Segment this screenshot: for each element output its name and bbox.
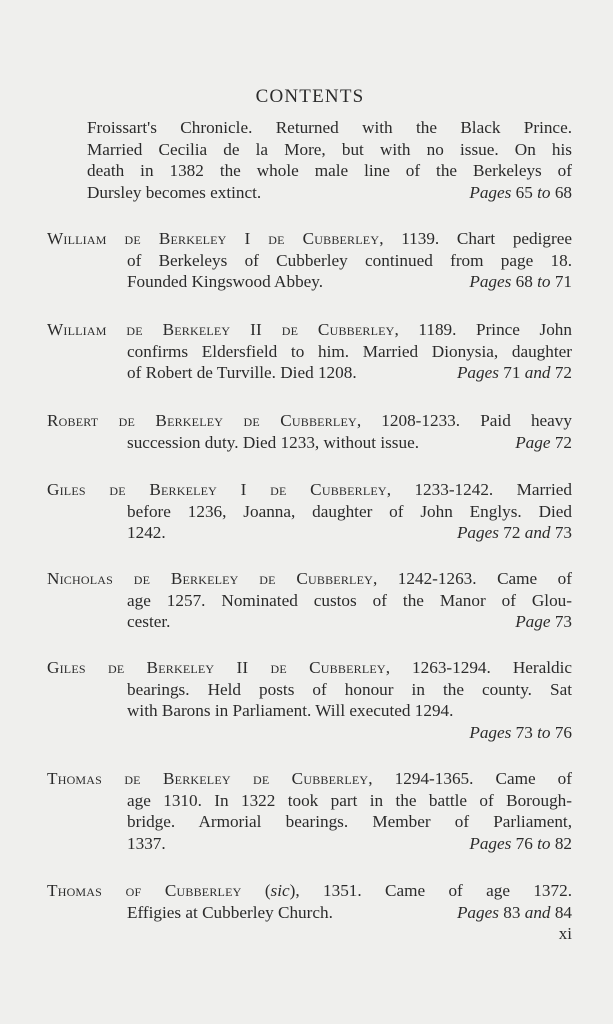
page-reference: Pages 83 and 84	[456, 902, 572, 922]
contents-entry	[47, 319, 572, 384]
entry-line: of Robert de Turville. Died 1208.	[127, 363, 357, 383]
page-reference: Page 72	[515, 432, 572, 452]
page-reference: Pages 72 and 73	[456, 523, 572, 543]
contents-entry	[47, 768, 572, 854]
page-reference: Pages 68 to 71	[469, 272, 572, 292]
entry-line: cester.	[127, 612, 171, 632]
entry-line: with Barons in Parliament. Will executed 1294.	[127, 701, 454, 721]
entry-name: Nicholas de Berkeley de Cubberley	[47, 569, 373, 588]
entry-text: , 1263-1294. Heraldic	[385, 658, 573, 677]
entry-line: 1242.	[127, 523, 166, 543]
contents-entry	[47, 410, 572, 453]
page-reference: Page 73	[515, 612, 572, 632]
contents-entry: Thomas of Cubberley (sic), 1351. Came of age 1372. Effigies at Cubberley Church. Pages 83 and 84	[47, 881, 572, 922]
entry-line: Married Cecilia de la More, but with no issue. On his	[87, 139, 572, 159]
entry-text: , 1139. Chart pedigree	[379, 229, 572, 248]
contents-entry	[47, 479, 572, 544]
entry-line: Dursley becomes extinct.	[87, 182, 262, 202]
page-reference: Pages 71 and 72	[456, 363, 572, 383]
entry-name: William de Berkeley I de Cubberley	[47, 229, 380, 248]
entry-line: bridge. Armorial bearings. Member of Parliament,	[127, 812, 572, 832]
entry-text: , 1233-1242. Married	[386, 480, 572, 499]
entry-line: of Berkeleys of Cubberley continued from page 18.	[127, 250, 572, 270]
entry-name: William de Berkeley II de Cubberley	[47, 320, 395, 339]
entry-text: , 1189. Prince John	[394, 320, 572, 339]
entry-line: before 1236, Joanna, daughter of John Englys. Died	[127, 501, 572, 521]
entry-name: Giles de Berkeley II de Cubberley	[47, 658, 386, 677]
entry-line: confirms Eldersfield to him. Married Dionysia, daughter	[127, 341, 572, 361]
page-reference: Pages 65 to 68	[469, 182, 572, 202]
entry-line: death in 1382 the whole male line of the Berkeleys of	[87, 161, 572, 181]
entry-text: , 1351. Came of age 1372.	[295, 881, 572, 900]
page-number: xi	[558, 924, 572, 943]
entry-line: 1337.	[127, 833, 166, 853]
contents-entry	[47, 117, 572, 203]
page-reference: Pages 73 to 76	[469, 722, 572, 742]
contents-entry	[47, 657, 572, 743]
entry-name: Thomas de Berkeley de Cubberley	[47, 769, 369, 788]
entry-line: Effigies at Cubberley Church.	[127, 902, 333, 922]
contents-entry	[47, 228, 572, 293]
entry-text: , 1242-1263. Came of	[372, 569, 572, 588]
entry-text: , 1208-1233. Paid heavy	[356, 411, 572, 430]
entry-line: age 1310. In 1322 took part in the battle of Borough-	[127, 790, 572, 810]
entry-name: Thomas of Cubberley	[47, 881, 242, 900]
page-heading: CONTENTS	[255, 86, 365, 107]
entry-line: Froissart's Chronicle. Returned with the Black Prince.	[87, 118, 572, 137]
entry-name: Giles de Berkeley I de Cubberley	[47, 480, 387, 499]
entry-name: Robert de Berkeley de Cubberley	[47, 411, 357, 430]
entry-text: , 1294-1365. Came of	[368, 769, 572, 788]
entry-line: succession duty. Died 1233, without issue.	[127, 432, 420, 452]
contents-entry	[47, 568, 572, 633]
page-reference: Pages 76 to 82	[469, 833, 572, 853]
entry-line: age 1257. Nominated custos of the Manor of Glou-	[127, 590, 572, 610]
sic-note: sic	[270, 881, 290, 900]
entry-line: Founded Kingswood Abbey.	[127, 272, 324, 292]
entry-line: bearings. Held posts of honour in the county. Sat	[127, 679, 572, 699]
